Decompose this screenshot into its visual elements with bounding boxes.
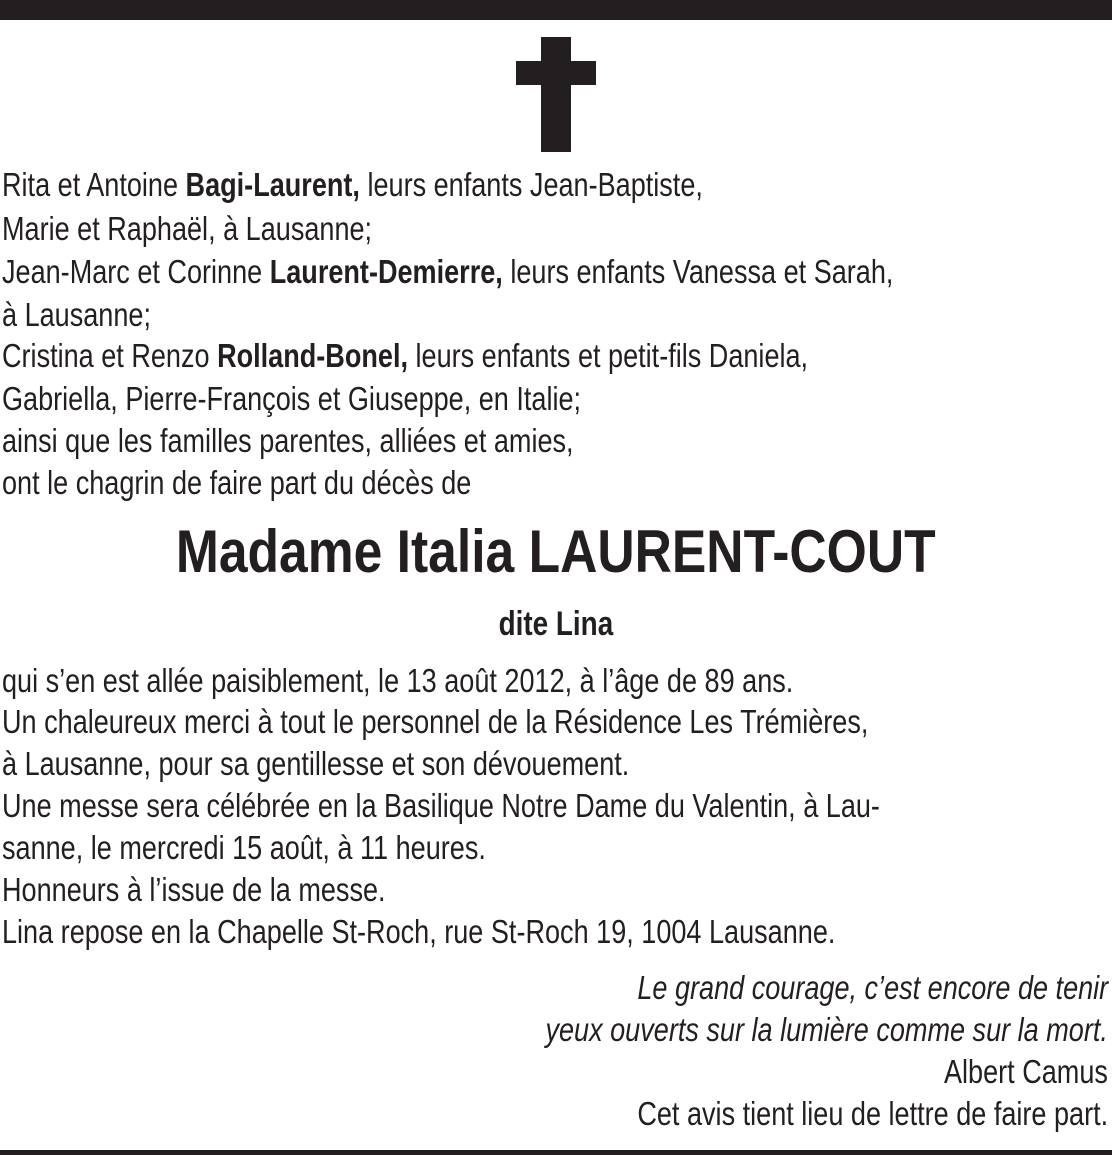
family-name-rolland-bonel: Rolland-Bonel, [217,337,408,374]
family-name-laurent-demierre: Laurent-Demierre, [269,253,503,290]
family-name-bagi-laurent: Bagi-Laurent, [185,166,360,203]
quote-line-1: Le grand courage, c’est encore de tenir [637,969,1108,1006]
family-line-2: Marie et Raphaël, à Lausanne; [2,210,373,247]
quote-line-2: yeux ouverts sur la lumière comme sur la mort. [545,1011,1108,1048]
family-line-7: ainsi que les familles parentes, alliées et amies, [2,422,574,459]
detail-line-5: sanne, le mercredi 15 août, à 11 heures. [2,829,486,866]
detail-line-2: Un chaleureux merci à tout le personnel de la Résidence Les Trémières, [2,703,869,740]
detail-line-3: à Lausanne, pour sa gentillesse et son dévouement. [2,745,630,782]
family-line-8: ont le chagrin de faire part du décès de [2,464,472,501]
deceased-nickname: dite Lina [498,605,614,643]
family-line-1: Rita et Antoine Bagi-Laurent, leurs enfants Jean-Baptiste, [2,166,703,203]
top-border-rule [0,0,1112,20]
detail-line-1: qui s’en est allée paisiblement, le 13 août 2012, à l’âge de 89 ans. [2,662,794,699]
family-line-4: à Lausanne; [2,296,151,333]
bottom-border-rule [0,1150,1112,1155]
family-line-3: Jean-Marc et Corinne Laurent-Demierre, leurs enfants Vanessa et Sarah, [2,253,894,290]
family-line-6: Gabriella, Pierre-François et Giuseppe, en Italie; [2,380,582,417]
detail-line-6: Honneurs à l’issue de la messe. [2,871,386,908]
notice-text: Cet avis tient lieu de lettre de faire part. [637,1095,1108,1132]
quote-author: Albert Camus [944,1053,1108,1090]
detail-line-7: Lina repose en la Chapelle St-Roch, rue St-Roch 19, 1004 Lausanne. [2,913,836,950]
family-line-5: Cristina et Renzo Rolland-Bonel, leurs enfants et petit-fils Daniela, [2,337,809,374]
cross-icon [516,37,596,152]
deceased-name: Madame Italia LAURENT-COUT [176,518,936,585]
detail-line-4: Une messe sera célébrée en la Basilique Notre Dame du Valentin, à Lau- [2,787,880,824]
